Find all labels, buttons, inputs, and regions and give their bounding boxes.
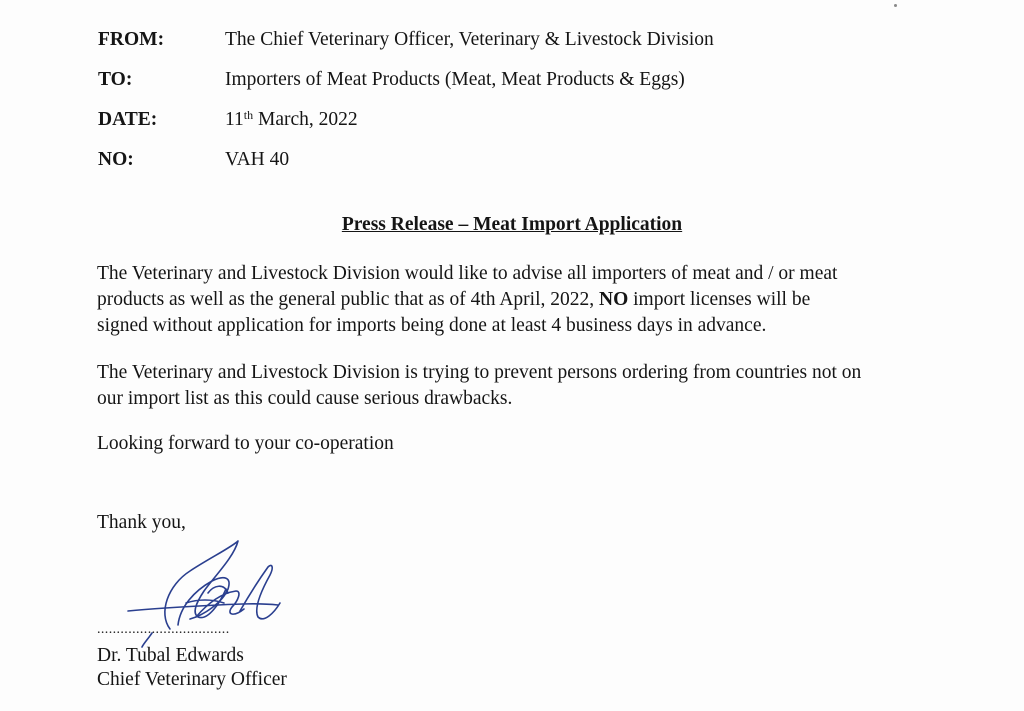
scan-speck bbox=[894, 4, 897, 7]
paragraph-line: signed without application for imports being done at least 4 business days in advance. bbox=[97, 315, 767, 336]
document-title: Press Release – Meat Import Application bbox=[341, 214, 683, 235]
paragraph-advisory bbox=[97, 261, 837, 339]
paragraph-line bbox=[97, 287, 837, 313]
from-label: FROM: bbox=[98, 29, 165, 50]
paragraph-line: our import list as this could cause serious drawbacks. bbox=[97, 388, 513, 409]
emphasis-no: NO bbox=[599, 289, 629, 310]
paragraph-line: The Veterinary and Livestock Division would like to advise all importers of meat and / or meat bbox=[97, 263, 838, 284]
closing-line: Looking forward to your co-operation bbox=[97, 433, 394, 454]
to-label: TO: bbox=[98, 69, 133, 90]
to-value: Importers of Meat Products (Meat, Meat Products & Eggs) bbox=[225, 69, 685, 90]
date-rest: March, 2022 bbox=[253, 109, 358, 130]
paragraph-reason bbox=[97, 360, 861, 412]
signature-dotted-line: .................................. bbox=[97, 622, 230, 637]
thanks-line: Thank you, bbox=[97, 512, 186, 533]
paragraph-text: products as well as the general public that as of 4th April, 2022, bbox=[97, 289, 600, 310]
date-label: DATE: bbox=[98, 109, 158, 130]
date-day: 11 bbox=[225, 109, 244, 130]
from-value: The Chief Veterinary Officer, Veterinary & Livestock Division bbox=[225, 29, 714, 50]
paragraph-line: The Veterinary and Livestock Division is trying to prevent persons ordering from countries not on bbox=[97, 362, 862, 383]
paragraph-text: import licenses will be bbox=[628, 289, 811, 310]
no-value: VAH 40 bbox=[225, 149, 290, 170]
signatory-title: Chief Veterinary Officer bbox=[97, 669, 287, 690]
signatory-name: Dr. Tubal Edwards bbox=[97, 645, 244, 666]
date-suffix: th bbox=[243, 108, 254, 122]
no-label: NO: bbox=[98, 149, 134, 170]
date-value bbox=[225, 108, 358, 132]
